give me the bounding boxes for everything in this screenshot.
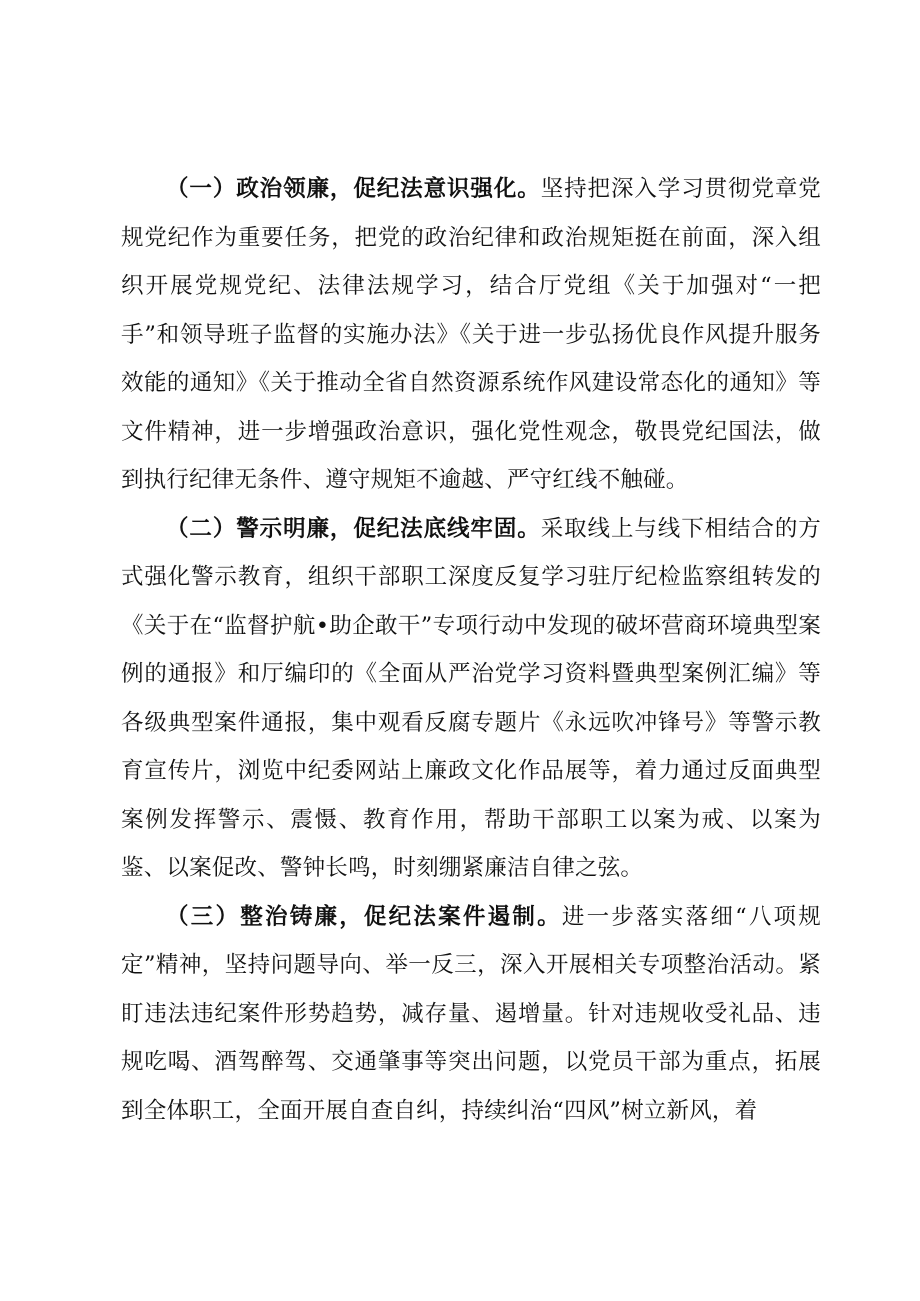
paragraph-1 — [121, 165, 821, 505]
paragraph-2-text: 采取线上与线下相结合的方式强化警示教育，组织干部职工深度反复学习驻厅纪检监察组转发的《关于在“监督护航•助企敢干”专项行动中发现的破坏营商环境典型案例的通报》和厅编印的《全面从严治党学习资料暨典型案例汇编》等各级典型案件通报，集中观看反腐专题片《永远吹冲锋号》等警示教育宣传片，浏览中纪委网站上廉政文化作品展等，着力通过反面典型案例发挥警示、震慑、教育作用，帮助干部职工以案为戒、以案为鉴、以案促改、警钟长鸣，时刻绷紧廉洁自律之弦。 — [121, 515, 822, 881]
paragraph-3-text: 进一步落实落细“八项规定”精神，坚持问题导向、举一反三，深入开展相关专项整治活动。紧盯违法违纪案件形势趋势，减存量、遏增量。针对违规收受礼品、违规吃喝、酒驾醉驾、交通肇事等突出问题，以党员干部为重点，拓展到全体职工，全面开展自查自纠，持续纠治“四风”树立新风，着 — [121, 903, 821, 1124]
paragraph-2 — [121, 505, 821, 893]
document-body — [121, 165, 821, 1135]
paragraph-3 — [121, 893, 821, 1136]
paragraph-1-text: 坚持把深入学习贯彻党章党规党纪作为重要任务，把党的政治纪律和政治规矩挺在前面，深入组织开展党规党纪、法律法规学习，结合厅党组《关于加强对“一把手”和领导班子监督的实施办法》《关于进一步弘扬优良作风提升服务效能的通知》《关于推动全省自然资源系统作风建设常态化的通知》等文件精神，进一步增强政治意识，强化党性观念，敬畏党纪国法，做到执行纪律无条件、遵守规矩不逾越、严守红线不触碰。 — [121, 176, 822, 493]
paragraph-2-heading: （二）警示明廉，促纪法底线牢固。 — [166, 515, 541, 542]
paragraph-3-heading: （三）整治铸廉，促纪法案件遏制。 — [166, 903, 562, 930]
paragraph-1-heading: （一）政治领廉，促纪法意识强化。 — [166, 176, 541, 202]
